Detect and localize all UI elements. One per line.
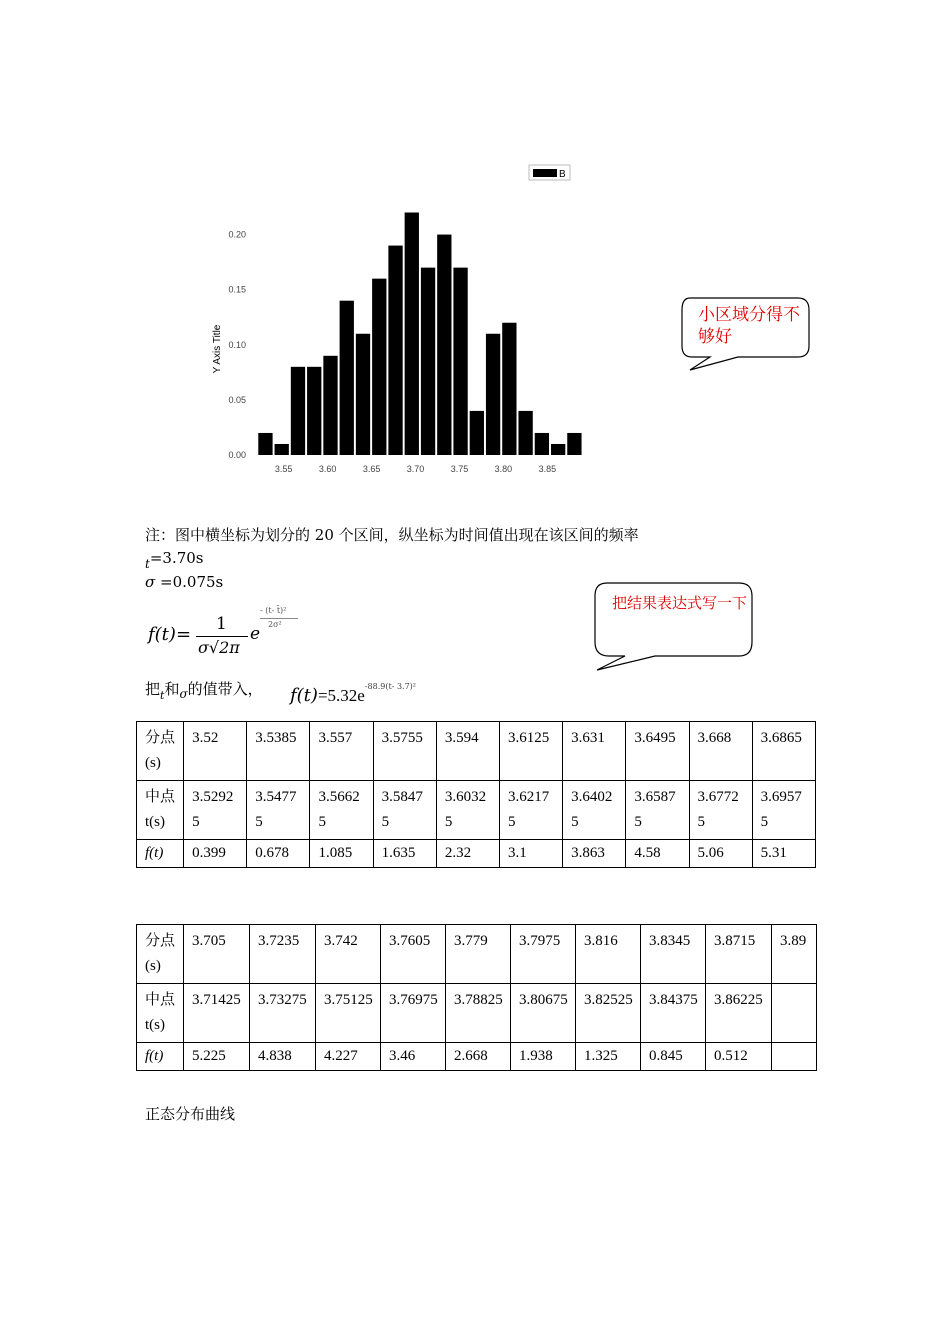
table-cell: 3.84375: [641, 984, 706, 1043]
row-label: 中点t(s): [137, 781, 184, 840]
table-cell: 3.80675: [511, 984, 576, 1043]
sigma-value: =0.075s: [160, 573, 224, 591]
histogram-bar: [551, 444, 565, 455]
callout-text-middle: 把结果表达式写一下: [612, 594, 748, 612]
table-cell: 3.52925: [184, 781, 247, 840]
histogram-bar: [323, 356, 337, 455]
histogram-bar: [421, 268, 435, 455]
x-tick-label: 3.85: [538, 464, 557, 474]
table-cell: 3.58475: [373, 781, 436, 840]
histogram-bar: [372, 279, 386, 455]
result-rhs: =5.32e: [317, 686, 365, 705]
table-cell: 3.54775: [247, 781, 310, 840]
table-cell: 3.779: [446, 925, 511, 984]
note-line: 注：图中横坐标为划分的 20 个区间，纵坐标为时间值出现在该区间的频率: [145, 526, 639, 544]
y-tick-label: 0.20: [228, 229, 246, 240]
table-cell: 3.6865: [752, 722, 815, 781]
sigma-symbol: σ: [145, 573, 156, 591]
y-axis-title: Y Axis Title: [212, 324, 223, 374]
x-tick-labels: [275, 464, 556, 474]
substitute-suffix: 的值带入，: [187, 680, 263, 698]
row-label: f(t): [137, 1043, 184, 1071]
y-tick-label: 0.00: [228, 450, 246, 460]
table-cell: 0.678: [247, 840, 310, 868]
histogram-bar: [307, 367, 321, 455]
table-cell: 3.557: [310, 722, 373, 781]
table-cell: 3.75125: [316, 984, 381, 1043]
histogram-chart: [200, 155, 610, 485]
table-cell: [772, 984, 817, 1043]
fraction-bar: [196, 636, 248, 637]
histogram-bar: [502, 323, 516, 455]
formula-lhs: f(t)=: [148, 624, 192, 645]
x-tick-label: 3.75: [450, 464, 469, 474]
result-lhs: f(t): [290, 685, 318, 706]
chart-legend: [529, 165, 570, 180]
split-point-row: [137, 722, 816, 781]
histogram-bar: [258, 433, 272, 455]
legend-label: B: [559, 169, 566, 180]
table-cell: 5.31: [752, 840, 815, 868]
row-label: 分点(s): [137, 925, 184, 984]
x-tick-label: 3.80: [494, 464, 513, 474]
histogram-bar: [388, 246, 402, 455]
formula-e: e: [250, 624, 261, 644]
table-cell: 3.86225: [706, 984, 772, 1043]
sigma-line: [145, 571, 223, 593]
histogram-bar: [340, 301, 354, 455]
table-cell: 3.5755: [373, 722, 436, 781]
x-tick-label: 3.60: [318, 464, 337, 474]
table-cell: 3.7235: [250, 925, 316, 984]
table-cell: 3.705: [184, 925, 250, 984]
x-tick-label: 3.70: [406, 464, 425, 474]
substitute-line: [145, 678, 263, 702]
table-cell: 3.69575: [752, 781, 815, 840]
table-cell: 3.8715: [706, 925, 772, 984]
x-tick-label: 3.65: [362, 464, 381, 474]
substitute-and: 和: [164, 680, 180, 698]
table-cell: [772, 1043, 817, 1071]
table-cell: 3.78825: [446, 984, 511, 1043]
histogram-bar: [405, 213, 419, 455]
table-cell: 3.6495: [626, 722, 689, 781]
substitute-t-symbol: t: [160, 689, 165, 702]
table-cell: 3.631: [563, 722, 626, 781]
bars: [258, 213, 581, 455]
y-tick-label: 0.15: [228, 284, 246, 295]
y-tick-labels: [228, 230, 246, 460]
formula-numerator: 1: [216, 614, 227, 634]
table-cell: 3.89: [772, 925, 817, 984]
table-cell: 5.06: [689, 840, 752, 868]
table-cell: 3.76975: [381, 984, 446, 1043]
split-point-row: [137, 925, 817, 984]
table-cell: 1.635: [373, 840, 436, 868]
table-cell: 1.325: [576, 1043, 641, 1071]
row-label: 中点t(s): [137, 984, 184, 1043]
table-cell: 3.863: [563, 840, 626, 868]
formula-exponent-denominator: 2σ²: [268, 620, 282, 629]
table-cell: 3.8345: [641, 925, 706, 984]
table-cell: 3.73275: [250, 984, 316, 1043]
formula-denominator: σ√2π: [198, 638, 240, 657]
mean-value: =3.70s: [149, 549, 204, 567]
histogram-bar: [518, 411, 532, 455]
table-cell: 3.1: [499, 840, 562, 868]
table-cell: 3.6125: [499, 722, 562, 781]
table-cell: 1.938: [511, 1043, 576, 1071]
table-cell: 3.82525: [576, 984, 641, 1043]
mean-line: [145, 547, 204, 570]
y-tick-label: 0.05: [228, 394, 246, 405]
table-cell: 3.52: [184, 722, 247, 781]
caption: 正态分布曲线: [145, 1105, 236, 1123]
histogram-bar: [356, 334, 370, 455]
table-cell: 0.512: [706, 1043, 772, 1071]
histogram-bar: [453, 268, 467, 455]
y-tick-label: 0.10: [228, 339, 246, 350]
table-cell: 3.816: [576, 925, 641, 984]
row-label: f(t): [137, 840, 184, 868]
table-cell: 3.64025: [563, 781, 626, 840]
data-table-1: [136, 721, 816, 868]
legend-swatch: [533, 169, 557, 177]
table-cell: 4.227: [316, 1043, 381, 1071]
x-tick-label: 3.55: [274, 464, 293, 474]
table-cell: 3.67725: [689, 781, 752, 840]
table-cell: 3.5385: [247, 722, 310, 781]
table-cell: 3.62175: [499, 781, 562, 840]
table-cell: 0.399: [184, 840, 247, 868]
table-cell: 3.7975: [511, 925, 576, 984]
mean-symbol: t: [145, 557, 150, 571]
table-cell: 2.32: [436, 840, 499, 868]
ft-row: [137, 840, 816, 868]
table-cell: 3.65875: [626, 781, 689, 840]
table-cell: 3.742: [316, 925, 381, 984]
midpoint-row: [137, 984, 817, 1043]
result-exponent: -88.9(t- 3.7)²: [364, 682, 416, 691]
substitute-sigma-symbol: σ: [179, 687, 188, 701]
exponent-fraction-bar: [260, 618, 298, 619]
table-cell: 3.668: [689, 722, 752, 781]
histogram-bar: [275, 444, 289, 455]
table-cell: 1.085: [310, 840, 373, 868]
formula-exponent-numerator: - (t- t̄)²: [260, 606, 287, 615]
normal-pdf-formula: [148, 602, 318, 662]
data-table-2: [136, 924, 817, 1071]
table-cell: 4.58: [626, 840, 689, 868]
histogram-bar: [486, 334, 500, 455]
table-cell: 3.7605: [381, 925, 446, 984]
table-cell: 3.594: [436, 722, 499, 781]
midpoint-row: [137, 781, 816, 840]
ft-row: [137, 1043, 817, 1071]
table-cell: 5.225: [184, 1043, 250, 1071]
table-cell: 0.845: [641, 1043, 706, 1071]
histogram-bar: [470, 411, 484, 455]
result-formula: [290, 682, 416, 706]
table-cell: 2.668: [446, 1043, 511, 1071]
row-label: 分点(s): [137, 722, 184, 781]
histogram-bar: [567, 433, 581, 455]
substitute-prefix: 把: [145, 680, 161, 698]
table-cell: 3.60325: [436, 781, 499, 840]
table-cell: 3.56625: [310, 781, 373, 840]
callout-text-top: 小区域分得不够好: [698, 305, 800, 347]
table-cell: 4.838: [250, 1043, 316, 1071]
table-cell: 3.46: [381, 1043, 446, 1071]
histogram-bar: [535, 433, 549, 455]
histogram-bar: [437, 235, 451, 455]
histogram-bar: [291, 367, 305, 455]
table-cell: 3.71425: [184, 984, 250, 1043]
